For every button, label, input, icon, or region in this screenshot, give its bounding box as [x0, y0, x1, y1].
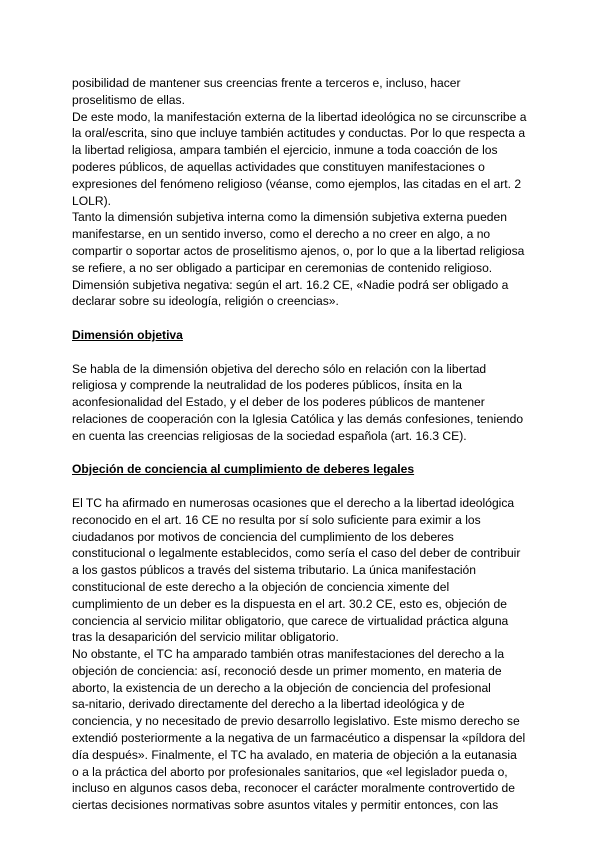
text-line: compartir o soportar actos de proselitismo ajenos, o, por lo que a la libertad religiosa [72, 243, 525, 258]
paragraph-block-objective-dimension [72, 361, 524, 445]
text-line: día después». Finalmente, el TC ha avalado, en materia de objeción a la eutanasia [72, 747, 517, 762]
text-line: conciencia, y no necesitado de previo desarrollo legislativo. Este mismo derecho se [72, 714, 520, 729]
text-line: declarar sobre su ideología, religión o creencias». [72, 294, 339, 309]
section-heading-conscientious-objection: Objeción de conciencia al cumplimiento de deberes legales [72, 462, 415, 477]
paragraph-block-subjective-dimension [72, 75, 527, 310]
section-heading-objective-dimension: Dimensión objetiva [72, 327, 183, 342]
text-line: aborto, la existencia de un derecho a la objeción de conciencia del profesional [72, 680, 491, 695]
paragraph-block-conscientious-objection [72, 495, 526, 814]
text-line: reconocido en el art. 16 CE no resulta por sí solo suficiente para eximir a los [72, 512, 481, 527]
text-line: No obstante, el TC ha amparado también otras manifestaciones del derecho a la [72, 647, 505, 662]
text-line: El TC ha afirmado en numerosas ocasiones que el derecho a la libertad ideológica [72, 495, 515, 510]
text-line: proselitismo de ellas. [72, 92, 185, 107]
text-line: relaciones de cooperación con la Iglesia Católica y las demás confesiones, teniendo [72, 411, 524, 426]
text-line: conciencia al servicio militar obligatorio, que carece de virtualidad práctica alguna [72, 613, 509, 628]
text-line: constitucional de este derecho a la objeción de conciencia ximente del [72, 579, 450, 594]
text-line: manifestarse, en un sentido inverso, como el derecho a no creer en algo, a no [72, 227, 491, 242]
text-line: tras la desaparición del servicio militar obligatorio. [72, 630, 339, 645]
text-line: religiosa y comprende la neutralidad de los poderes públicos, ínsita en la [72, 378, 462, 393]
text-line: objeción de conciencia: así, reconoció desde un primer momento, en materia de [72, 663, 502, 678]
text-line: la libertad religiosa, ampara también el ejercicio, inmune a toda coacción de los [72, 143, 498, 158]
text-line: en cuenta las creencias religiosas de la sociedad española (art. 16.3 CE). [72, 428, 467, 443]
text-line: incluso en algunos casos deba, reconocer el carácter moralmente controvertido de [72, 781, 516, 796]
text-line: ciertas decisiones normativas sobre asuntos vitales y permitir entonces, con las [72, 798, 499, 813]
text-line: Dimensión subjetiva negativa: según el art. 16.2 CE, «Nadie podrá ser obligado a [72, 277, 509, 292]
text-line: De este modo, la manifestación externa de la libertad ideológica no se circunscribe a [72, 109, 527, 124]
blank-line [72, 445, 510, 462]
text-line: posibilidad de mantener sus creencias frente a terceros e, incluso, hacer [72, 76, 461, 90]
text-line: aconfesionalidad del Estado, y el deber de los poderes públicos de mantener [72, 395, 485, 410]
text-line: constitucional o legalmente establecidos, como sería el caso del deber de contribuir [72, 546, 521, 561]
text-line: expresiones del fenómeno religioso (véanse, como ejemplos, las citadas en el art. 2 [72, 176, 522, 191]
text-line: a los gastos públicos a través del sistema tributario. La única manifestación [72, 563, 477, 578]
text-line: sa-nitario, derivado directamente del derecho a la libertad ideológica y de [72, 697, 465, 712]
text-line: la oral/escrita, sino que incluye también actitudes y conductas. Por lo que respecta a [72, 126, 526, 141]
text-line: o a la práctica del aborto por profesionales sanitarios, que «el legislador pueda o, [72, 764, 508, 779]
text-line: LOLR). [72, 193, 111, 208]
blank-line [72, 310, 510, 327]
blank-line [72, 478, 510, 495]
text-line: Se habla de la dimensión objetiva del derecho sólo en relación con la libertad [72, 361, 487, 376]
blank-line [72, 344, 510, 361]
text-line: poderes públicos, de aquellas actividades que constituyen manifestaciones o [72, 159, 485, 174]
text-line: Tanto la dimensión subjetiva interna como la dimensión subjetiva externa pueden [72, 210, 507, 225]
text-line: extendió posteriormente a la negativa de un farmacéutico a dispensar la «píldora del [72, 731, 526, 746]
text-line: se refiere, a no ser obligado a participar en ceremonias de contenido religioso. [72, 260, 493, 275]
text-line: cumplimiento de un deber es la dispuesta en el art. 30.2 CE, esto es, objeción de [72, 596, 507, 611]
text-line: ciudadanos por motivos de conciencia del cumplimiento de los deberes [72, 529, 454, 544]
